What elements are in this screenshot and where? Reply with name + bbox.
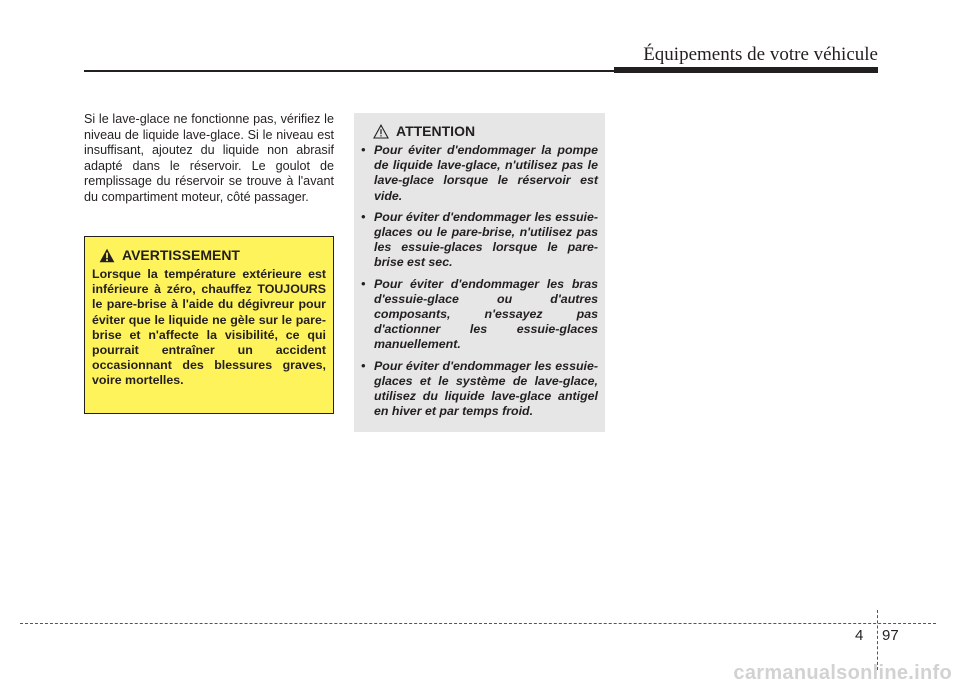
caution-box: [354, 113, 605, 432]
warning-heading: [99, 247, 326, 263]
header-rule-accent: [614, 67, 878, 73]
caution-heading: [373, 123, 598, 139]
caution-item-text: Pour éviter d'endommager les essuie-glaces ou le pare-brise, n'utilisez pas les essuie-glaces lorsque le pare-brise est sec.: [374, 209, 598, 270]
warning-text: Lorsque la température extérieure est inférieure à zéro, chauffez TOUJOURS le pare-brise à l'aide du dégivreur pour éviter que le liquide ne gèle sur le pare-brise et n'affecte la visibilité, ce qui pourrait entraîner un accident occasionnant des blessures graves, voire mortelles.: [92, 267, 326, 388]
page-header-title: Équipements de votre véhicule: [643, 44, 878, 65]
caution-item-text: Pour éviter d'endommager les bras d'essuie-glace ou d'autres composants, n'essayez pas d'actionner les essuie-glaces manuellement.: [374, 276, 598, 352]
warning-title: AVERTISSEMENT: [122, 247, 240, 263]
intro-paragraph: Si le lave-glace ne fonctionne pas, vérifiez le niveau de liquide lave-glace. Si le niveau est insuffisant, ajoutez du liquide non abrasif adapté dans le réservoir. Le goulot de remplissage du réservoir se trouve à l'avant du compartiment moteur, côté passager.: [84, 112, 334, 204]
bullet: •: [361, 358, 366, 373]
warning-box: [84, 236, 334, 414]
chapter-number: 4: [855, 627, 864, 644]
bullet: •: [361, 276, 366, 291]
caution-item: [361, 277, 598, 353]
page-number: 97: [882, 627, 899, 644]
footer-page-divider: [877, 610, 878, 670]
caution-item: [361, 210, 598, 271]
bullet: •: [361, 209, 366, 224]
bullet: •: [361, 143, 366, 157]
caution-item-text: Pour éviter d'endommager les essuie-glaces et le système de lave-glace, utilisez du liquide lave-glace antigel en hiver et par temps froid.: [374, 358, 598, 419]
watermark: carmanualsonline.info: [733, 662, 952, 684]
caution-item: [361, 359, 598, 420]
caution-item: [361, 143, 598, 204]
caution-title: ATTENTION: [396, 123, 476, 139]
caution-list: [361, 143, 598, 419]
footer-divider: [20, 623, 936, 624]
caution-item-text: Pour éviter d'endommager la pompe de liquide lave-glace, n'utilisez pas le lave-glace lorsque le réservoir est vide.: [374, 143, 598, 203]
caution-triangle-icon: [373, 124, 389, 139]
warning-triangle-icon: [99, 248, 115, 263]
